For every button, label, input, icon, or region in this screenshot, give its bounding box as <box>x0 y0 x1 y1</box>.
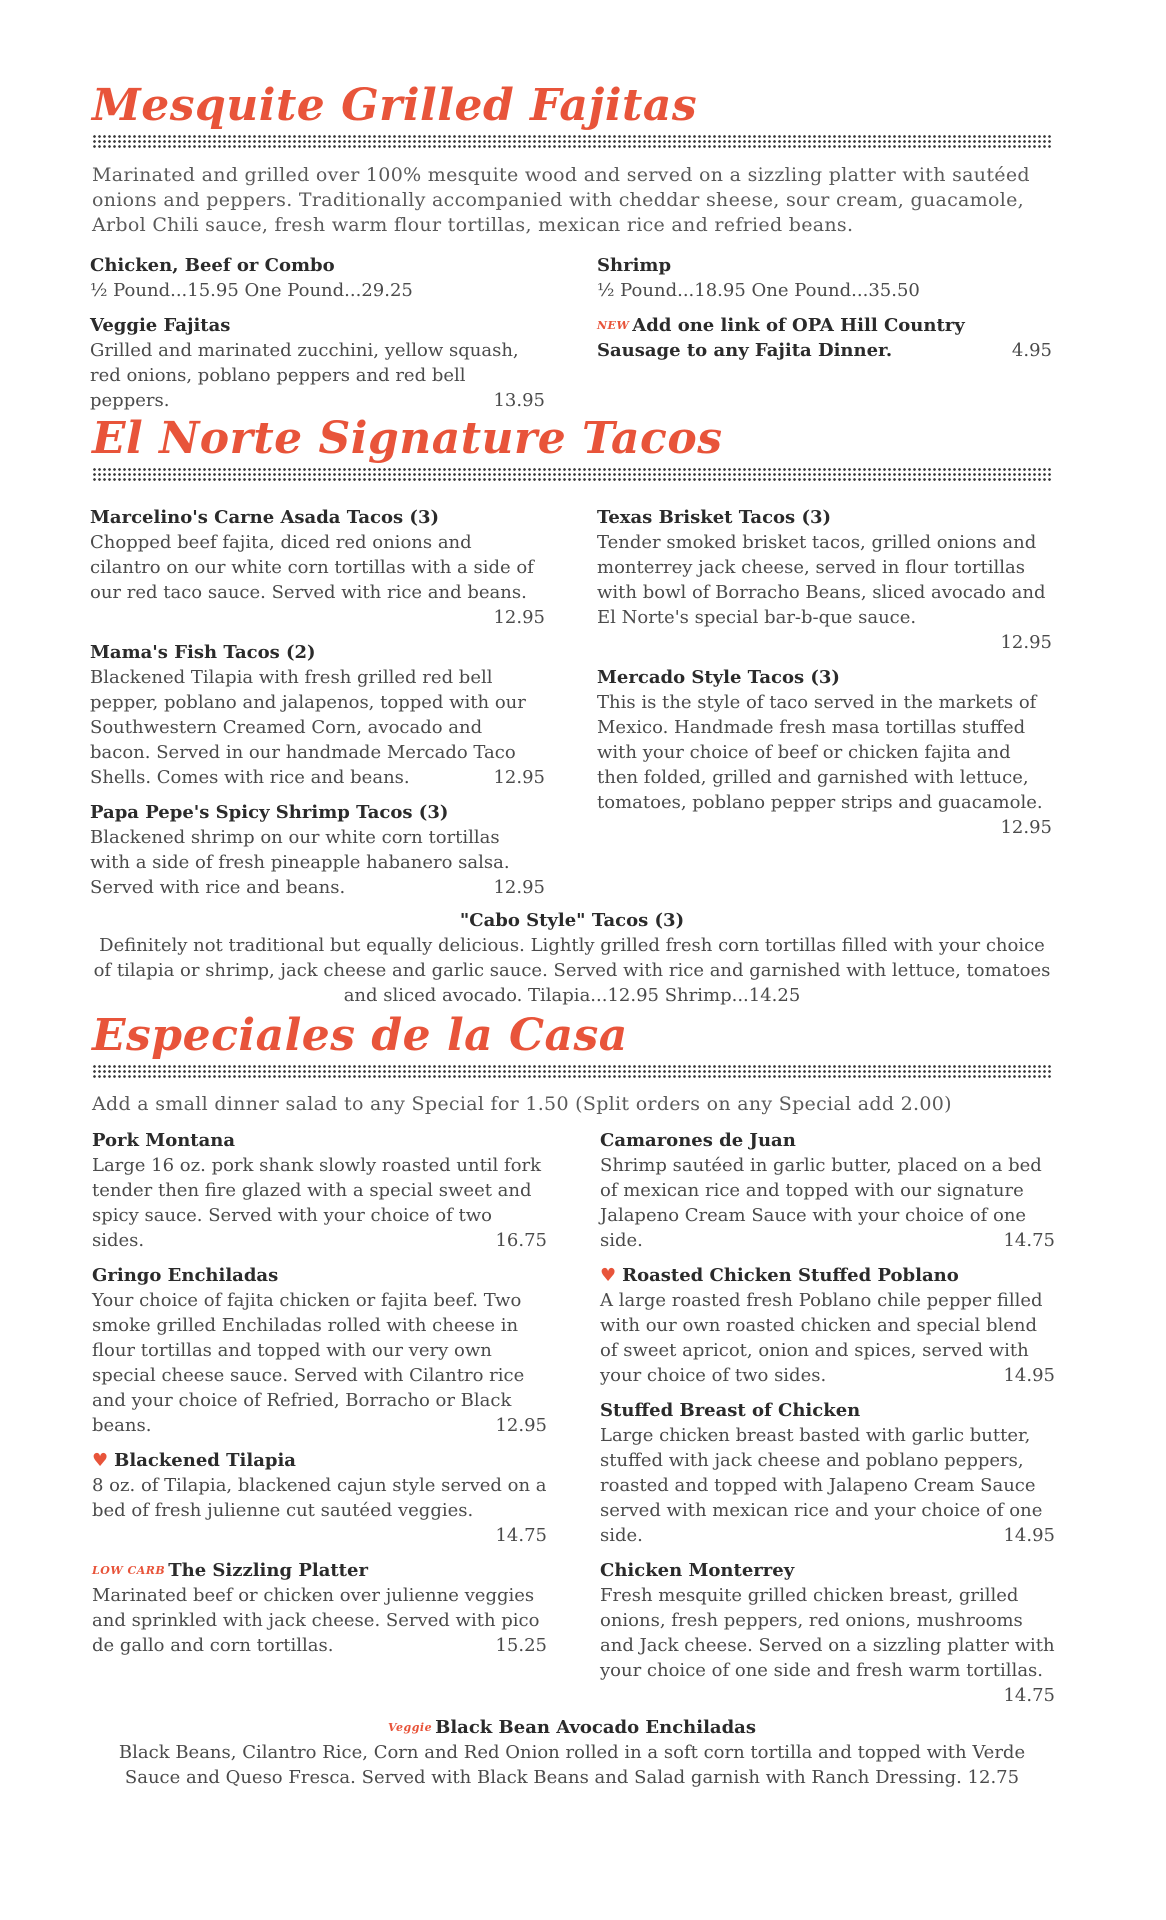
especiales-title: Especiales de la Casa <box>92 1010 628 1061</box>
item-price: 12.95 <box>493 607 545 628</box>
item-price: 12.95 <box>1000 632 1052 653</box>
item-price: 16.75 <box>495 1230 547 1251</box>
item-desc: Grilled and marinated zucchini, yellow squash, red onions, poblano peppers and red bell peppers. <box>90 340 519 411</box>
item-price: 12.95 <box>495 1415 547 1436</box>
menu-item <box>597 313 1052 363</box>
menu-item <box>90 313 545 413</box>
item-price: 14.75 <box>1003 1685 1055 1706</box>
item-name: Veggie Fajitas <box>90 315 231 336</box>
menu-item <box>600 1263 1055 1388</box>
item-price: 15.25 <box>495 1635 547 1656</box>
item-desc: Chopped beef fajita, diced red onions and cilantro on our white corn tortillas with a side of our red taco sauce. Served with rice and beans. <box>90 532 534 603</box>
item-price: 4.95 <box>1011 340 1052 361</box>
item-name: Mercado Style Tacos (3) <box>597 667 840 688</box>
item-price: 12.95 <box>493 767 545 788</box>
item-desc: Large chicken breast basted with garlic butter, stuffed with jack cheese and poblano peppers, roasted and topped with Jalapeno Cream Sauce served with mexican rice and your choice of one side. <box>600 1425 1043 1546</box>
item-desc: Marinated beef or chicken over julienne veggies and sprinkled with jack cheese. Served with pico de gallo and corn tortillas. <box>92 1585 540 1656</box>
menu-item <box>600 1398 1055 1548</box>
item-desc: Blackened shrimp on our white corn tortillas with a side of fresh pineapple habanero salsa. Served with rice and beans. <box>90 827 510 898</box>
heart-icon: ♥ <box>600 1265 617 1286</box>
dotted-divider <box>92 467 1052 481</box>
item-name: Mama's Fish Tacos (2) <box>90 642 316 663</box>
menu-item <box>600 1128 1055 1253</box>
item-desc: A large roasted fresh Poblano chile pepper filled with our own roasted chicken and special blend of sweet apricot, onion and spices, served with your choice of two sides. <box>600 1290 1043 1386</box>
menu-item <box>90 505 545 630</box>
item-name: Papa Pepe's Spicy Shrimp Tacos (3) <box>90 802 449 823</box>
item-name: Roasted Chicken Stuffed Poblano <box>622 1265 959 1286</box>
item-price: 13.95 <box>493 390 545 411</box>
menu-item <box>597 505 1052 655</box>
item-name: Blackened Tilapia <box>114 1450 296 1471</box>
item-desc: Black Beans, Cilantro Rice, Corn and Red Onion rolled in a soft corn tortilla and topped with Verde Sauce and Queso Fresca. Served with Black Beans and Salad garnish with Ranch Dressing. 12.75 <box>118 1742 1026 1788</box>
heart-icon: ♥ <box>92 1450 109 1471</box>
item-desc: 8 oz. of Tilapia, blackened cajun style served on a bed of fresh julienne cut sautéed veggies. <box>92 1475 547 1521</box>
menu-item <box>90 800 545 900</box>
veggie-badge: Veggie <box>388 1721 433 1734</box>
item-name: Gringo Enchiladas <box>92 1265 279 1286</box>
menu-item <box>92 1128 547 1253</box>
item-desc: Your choice of fajita chicken or fajita beef. Two smoke grilled Enchiladas rolled with cheese in flour tortillas and topped with our very own special cheese sauce. Served with Cilantro rice and your choice of Refried, Borracho or Black beans. <box>92 1290 525 1436</box>
item-price: 12.95 <box>493 877 545 898</box>
fajitas-intro: Marinated and grilled over 100% mesquite wood and served on a sizzling platter with sautéed onions and peppers. Traditionally accompanied with cheddar sheese, sour cream, guacamole, Arbol Chili sauce, fresh warm flour tortillas, mexican rice and refried beans. <box>92 164 1030 236</box>
item-price: 14.95 <box>1003 1525 1055 1546</box>
especiales-intro: Add a small dinner salad to any Special for 1.50 (Split orders on any Special add 2.00) <box>92 1093 952 1115</box>
item-name: Stuffed Breast of Chicken <box>600 1400 861 1421</box>
item-price: 14.95 <box>1003 1365 1055 1386</box>
item-desc: ½ Pound...15.95 One Pound...29.25 <box>90 280 413 301</box>
menu-item <box>92 1558 547 1658</box>
menu-item <box>90 640 545 790</box>
menu-item <box>600 1558 1055 1708</box>
item-name: Texas Brisket Tacos (3) <box>597 507 832 528</box>
item-name: The Sizzling Platter <box>168 1560 368 1581</box>
cabo-tacos <box>92 908 1052 1008</box>
item-desc: Shrimp sautéed in garlic butter, placed on a bed of mexican rice and topped with our signature Jalapeno Cream Sauce with your choice of one side. <box>600 1155 1042 1251</box>
item-name: Add one link of OPA Hill Country Sausage to any Fajita Dinner. <box>597 315 965 361</box>
item-name: Chicken Monterrey <box>600 1560 795 1581</box>
item-name: "Cabo Style" Tacos (3) <box>459 910 685 931</box>
menu-item <box>92 1448 547 1548</box>
item-price: 12.95 <box>1000 817 1052 838</box>
menu-item <box>92 1263 547 1438</box>
item-name: Black Bean Avocado Enchiladas <box>435 1717 756 1738</box>
item-name: Camarones de Juan <box>600 1130 796 1151</box>
item-name: Pork Montana <box>92 1130 236 1151</box>
menu-item <box>597 665 1052 840</box>
item-desc: ½ Pound...18.95 One Pound...35.50 <box>597 280 920 301</box>
item-desc: Large 16 oz. pork shank slowly roasted until fork tender then fire glazed with a special sweet and spicy sauce. Served with your choice of two sides. <box>92 1155 542 1251</box>
item-desc: Fresh mesquite grilled chicken breast, grilled onions, fresh peppers, red onions, mushrooms and Jack cheese. Served on a sizzling platter with your choice of one side and fresh warm tortillas. <box>600 1585 1055 1681</box>
new-badge: NEW <box>597 319 630 332</box>
item-name: Shrimp <box>597 255 672 276</box>
item-desc: This is the style of taco served in the markets of Mexico. Handmade fresh masa tortillas stuffed with your choice of beef or chicken fajita and then folded, grilled and garnished with lettuce, tomatoes, poblano pepper strips and guacamole. <box>597 692 1043 813</box>
item-desc: Definitely not traditional but equally delicious. Lightly grilled fresh corn tortillas filled with your choice of tilapia or shrimp, jack cheese and garlic sauce. Served with rice and garnished with lettuce, tomatoes and sliced avocado. Tilapia...12.95 Shrimp...14.25 <box>93 935 1051 1006</box>
menu-item <box>597 253 1052 303</box>
item-price: 14.75 <box>1003 1230 1055 1251</box>
fajitas-title: Mesquite Grilled Fajitas <box>92 80 698 131</box>
black-bean-enchiladas <box>92 1715 1052 1790</box>
item-desc: Tender smoked brisket tacos, grilled onions and monterrey jack cheese, served in flour tortillas with bowl of Borracho Beans, sliced avocado and El Norte's special bar-b-que sauce. <box>597 532 1046 628</box>
item-name: Marcelino's Carne Asada Tacos (3) <box>90 507 439 528</box>
menu-item <box>90 253 545 303</box>
item-price: 14.75 <box>495 1525 547 1546</box>
dotted-divider <box>92 134 1052 148</box>
item-name: Chicken, Beef or Combo <box>90 255 335 276</box>
dotted-divider <box>92 1064 1052 1078</box>
tacos-title: El Norte Signature Tacos <box>92 413 723 464</box>
item-desc: Blackened Tilapia with fresh grilled red bell pepper, poblano and jalapenos, topped with our Southwestern Creamed Corn, avocado and bacon. Served in our handmade Mercado Taco Shells. Comes with rice and beans. <box>90 667 526 788</box>
low-carb-badge: LOW CARB <box>92 1564 166 1577</box>
